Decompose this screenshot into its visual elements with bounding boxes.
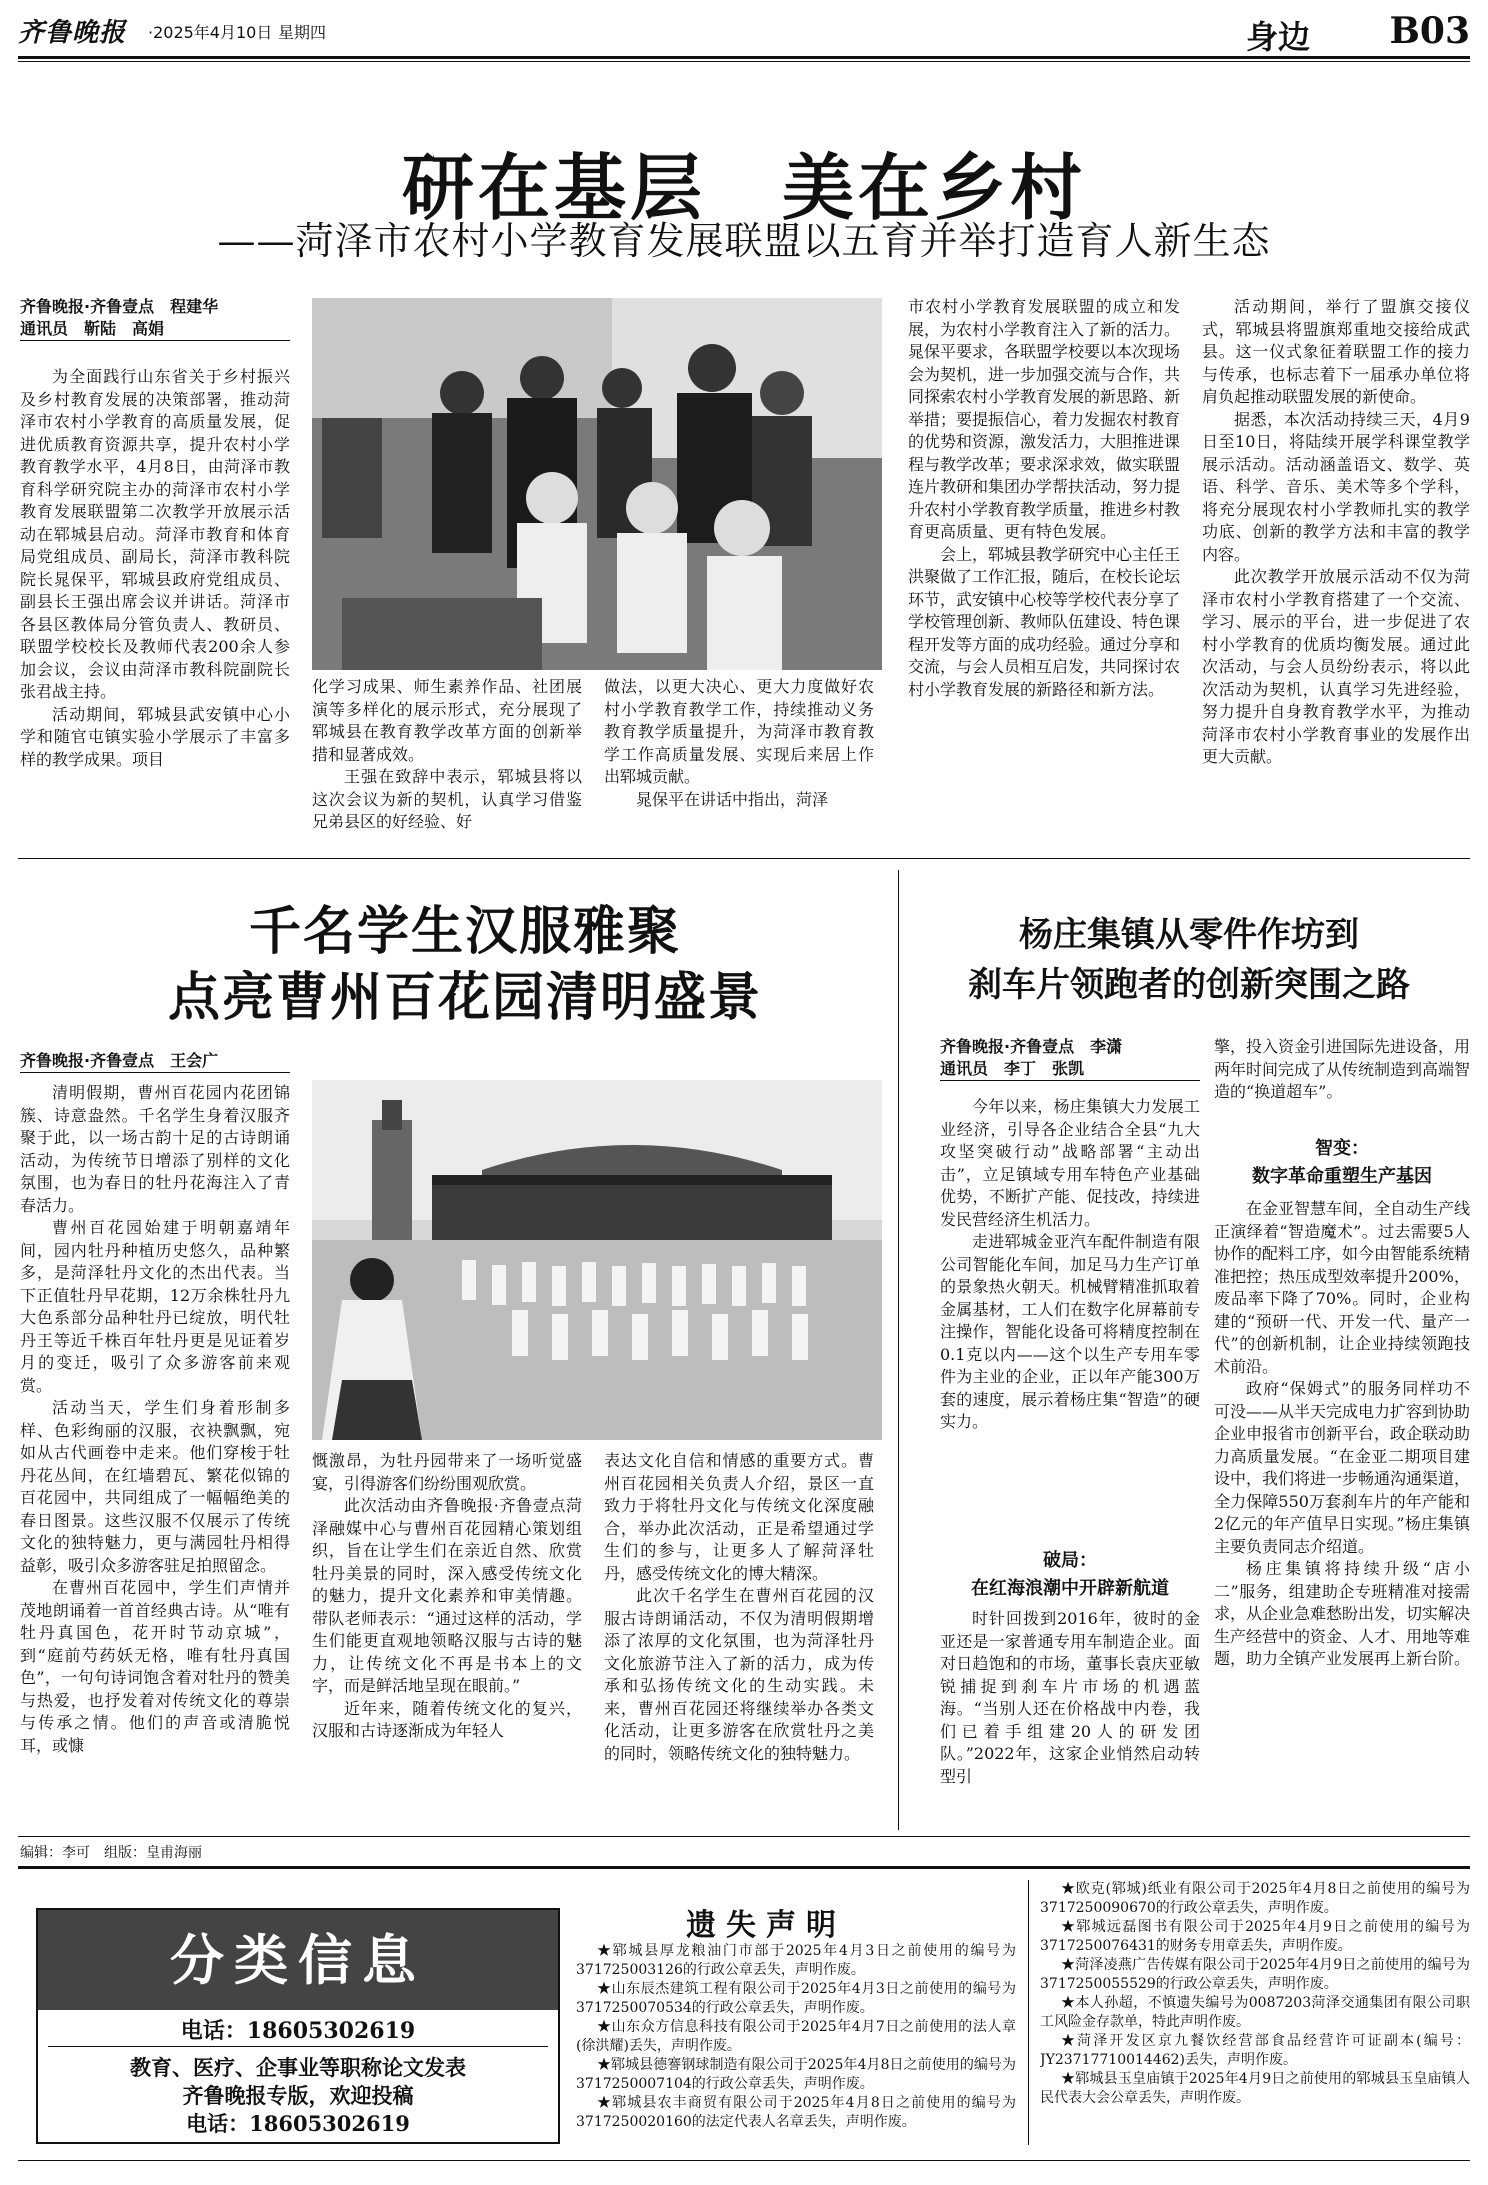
story1-column-4 [908, 296, 1180, 836]
paragraph: 近年来，随着传统文化的复兴，汉服和古诗逐渐成为年轻人 [312, 1698, 582, 1740]
paragraph: 走进郓城金亚汽车配件制造有限公司智能化车间，加足马力生产订单的景象热火朝天。机械臂精准抓取着金属基材，工人们在数字化屏幕前专注操作，智能化设备可将精度控制在0.1克以内——这个以生产专用车零件为主业的企业，正以年产能300万套的速度，展示着杨庄集“智造”的硬实力。 [940, 1232, 1200, 1431]
story2-column-2 [312, 1450, 582, 1820]
story3-column-2 [1214, 1036, 1470, 1126]
story3-byline [940, 1036, 1200, 1081]
paragraph: 活动期间，郓城县武安镇中心小学和随官屯镇实验小学展示了丰富多样的教学成果。项目 [20, 704, 290, 769]
classified-line-2: 齐鲁晚报专版，欢迎投稿 [182, 2083, 414, 2108]
paragraph: 此次教学开放展示活动不仅为菏泽市农村小学教育搭建了一个交流、学习、展示的平台，进一步促进了农村小学教育的优质均衡发展。通过此次活动，与会人员纷纷表示，将以此次活动为契机，认真学习先进经验，努力提升自身教育教学水平，为推动菏泽市农村小学教育事业的发展作出更大贡献。 [1202, 567, 1470, 766]
issue-weekday: 星期四 [278, 23, 327, 42]
paragraph: 市农村小学教育发展联盟的成立和发展，为农村小学教育注入了新的活力。晁保平要求，各联盟学校要以本次现场会为契机，进一步加强交流与合作，共同探索农村小学教育发展的新思路、新举措；要提振信心，着力发掘农村教育的优势和资源，激发活力，大胆推进课程与教学改革；要求深求效，做实联盟连片教研和集团办学帮扶活动，努力提升农村小学教育教学质量，推进乡村教育更高质量、更有特色发展。 [908, 297, 1180, 541]
lost-notice: ★郓城县农丰商贸有限公司于2025年4月8日之前使用的编号为3717250020160的法定代表人名章丢失，声明作废。 [576, 2095, 1016, 2130]
lost-notice: ★郓城县德謇钢球制造有限公司于2025年4月8日之前使用的编号为3717250007104的行政公章丢失，声明作废。 [576, 2057, 1016, 2092]
story2-headline-line2: 点亮曹州百花园清明盛景 [167, 967, 762, 1028]
paragraph: 在金亚智慧车间，全自动生产线正演绎着“智造魔术”。过去需要5人协作的配料工序，如今由智能系统精准把控；热压成型效率提升200%，废品率下降了70%。同时，企业构建的“预研一代、开发一代、量产一代”的创新机制，让企业持续领跑技术前沿。 [1214, 1199, 1470, 1376]
paragraph: 表达文化自信和情感的重要方式。曹州百花园相关负责人介绍，景区一直致力于将牡丹文化与传统文化深度融合，举办此次活动，正是希望通过学生们的参与，让更多人了解菏泽牡丹，感受传统文化的博大精深。 [604, 1451, 874, 1583]
story2-headline-line1: 千名学生汉服雅聚 [248, 901, 681, 962]
lost-notice-column-2 [1040, 1880, 1470, 2145]
paragraph: 此次活动由齐鲁晚报·齐鲁壹点菏泽融媒中心与曹州百花园精心策划组织，旨在让学生们在亲近自然、欣赏牡丹美景的同时，深入感受传统文化的魅力，提升文化素养和审美情趣。带队老师表示：“通过这样的活动，学生们能更直观地领略汉服与古诗的魅力，让传统文化不再是书本上的文字，而是鲜活地呈现在眼前。” [312, 1496, 582, 1695]
story1-byline-correspondent: 通讯员 靳陆 高娟 [20, 318, 290, 341]
story3-subhead-2: 数字革命重塑生产基因 [1252, 1166, 1432, 1187]
lost-notice: ★山东辰杰建筑工程有限公司于2025年4月3日之前使用的编号为3717250070534的行政公章丢失，声明作废。 [576, 1981, 1016, 2016]
masthead-rule [18, 56, 1470, 59]
story3-headline-line1: 杨庄集镇从零件作坊到 [1019, 915, 1359, 955]
story1-byline [20, 296, 290, 341]
classified-phone: 电话：18605302619 [180, 2018, 416, 2044]
story3-column-2b [1214, 1198, 1470, 1822]
masthead [18, 10, 1470, 56]
paragraph: 化学习成果、师生素养作品、社团展演等多样化的展示形式，充分展现了郓城县在教育教学改革方面的创新举措和显著成效。 [312, 677, 582, 764]
lost-notice: ★郓城远磊图书有限公司于2025年4月9日之前使用的编号为3717250076431的财务专用章丢失，声明作废。 [1040, 1919, 1470, 1954]
paragraph: 王强在致辞中表示，郓城县将以这次会议为新的契机，认真学习借鉴兄弟县区的好经验、好 [312, 767, 582, 831]
lost-notice: ★菏泽凌燕广告传媒有限公司于2025年4月9日之前使用的编号为3717250055529的行政公章丢失，声明作废。 [1040, 1957, 1470, 1992]
bottom-rule [18, 2160, 1470, 2161]
story1-subheadline: ——菏泽市农村小学教育发展联盟以五育并举打造育人新生态 [217, 219, 1271, 263]
story3-byline-reporter: 齐鲁晚报·齐鲁壹点 李潇 [940, 1037, 1123, 1056]
paragraph: 擎，投入资金引进国际先进设备，用两年时间完成了从传统制造到高端智造的“换道超车”。 [1214, 1037, 1470, 1101]
lost-notice: ★郓城县玉皇庙镇于2025年4月9日之前使用的郓城县玉皇庙镇人民代表大会公章丢失，声明作废。 [1040, 2071, 1470, 2106]
paragraph: 清明假期，曹州百花园内花团锦簇、诗意盎然。千名学生身着汉服齐聚于此，以一场古韵十足的古诗朗诵活动，为传统节日增添了别样的文化氛围，也为春日的牡丹花海注入了青春活力。 [20, 1083, 290, 1215]
paragraph: 此次千名学生在曹州百花园的汉服古诗朗诵活动，不仅为清明假期增添了浓厚的文化氛围，也为菏泽牡丹文化旅游节注入了新的活力，成为传承和弘扬传统文化的生动实践。未来，曹州百花园还将继续举办各类文化活动，让更多游客在欣赏牡丹之美的同时，领略传统文化的独特魅力。 [604, 1586, 874, 1763]
paragraph: 做法，以更大决心、更大力度做好农村小学教育教学工作，持续推动义务教育教学质量提升，为菏泽市教育教学工作高质量发展、实现后来居上作出郓城贡献。 [604, 677, 874, 786]
story1-column-5 [1202, 296, 1470, 836]
lost-notice-title: 遗失声明 [686, 1908, 846, 1943]
lost-notice: ★郓城县厚龙粮油门市部于2025年4月3日之前使用的编号为371725003126的行政公章丢失，声明作废。 [576, 1943, 1016, 1978]
story2-byline: 齐鲁晚报·齐鲁壹点 王会广 [20, 1050, 290, 1073]
story3-byline-correspondent: 通讯员 李丁 张凯 [940, 1058, 1200, 1081]
paragraph: 在曹州百花园中，学生们声情并茂地朗诵着一首首经典古诗。从“唯有牡丹真国色，花开时节动京城”，到“庭前芍药妖无格，唯有牡丹真国色”，一句句诗词饱含着对牡丹的赞美与热爱，也抒发着对传统文化的尊崇与传承之情。他们的声音或清脆悦耳，或慷 [20, 1578, 290, 1755]
classified-line-1: 教育、医疗、企事业等职称论文发表 [130, 2055, 466, 2080]
paragraph: 活动期间，举行了盟旗交接仪式，郓城县将盟旗郑重地交接给成武县。这一仪式象征着联盟工作的接力与传承，也标志着下一届承办单位将肩负起推动联盟发展的新使命。 [1202, 297, 1470, 406]
paragraph: 慨激昂，为牡丹园带来了一场听觉盛宴，引得游客们纷纷围观欣赏。 [312, 1451, 582, 1493]
story3-headline-line2: 刹车片领跑者的创新突围之路 [968, 965, 1410, 1005]
story1-column-1 [20, 366, 290, 836]
paragraph: 晁保平在讲话中指出，菏泽 [636, 789, 829, 809]
paragraph: 今年以来，杨庄集镇大力发展工业经济，引导各企业结合全县“九大攻坚突破行动”战略部署“主动出击”，立足镇域专用车特色产业基础优势，不断扩产能、促技改，持续进发民营经济生机活力。 [940, 1097, 1200, 1229]
paragraph: 政府“保姆式”的服务同样功不可没——从半天完成电力扩容到协助企业申报省市创新平台，政企联动助力高质量发展。“在金亚二期项目建设中，我们将进一步畅通沟通渠道，全力保障550万套刹车片的年产能和2亿元的年产值早日实现。”杨庄集镇主要负责同志介绍道。 [1214, 1379, 1470, 1556]
classified-ad [36, 1908, 560, 2144]
lost-divider [1028, 1880, 1029, 2145]
section-name: 身边 [1245, 18, 1310, 56]
lost-notice: ★菏泽开发区京九餐饮经营部食品经营许可证副本(编号：JY23717710014462)丢失，声明作废。 [1040, 2033, 1470, 2068]
footer-rule [18, 1836, 1470, 1837]
paragraph: 据悉，本次活动持续三天，4月9日至10日，将陆续开展学科课堂教学展示活动。活动涵盖语文、数学、英语、科学、音乐、美术等多个学科，将充分展现农村小学教师扎实的教学功底、创新的教学方法和丰富的教学内容。 [1202, 409, 1470, 564]
paragraph: 杨庄集镇将持续升级“店小二”服务，组建助企专班精准对接需求，从企业急难愁盼出发，切实解决生产经营中的资金、人才、用地等难题，助力全镇产业发展再上新台阶。 [1214, 1559, 1470, 1668]
story3-subhead-1: 在红海浪潮中开辟新航道 [971, 1578, 1169, 1599]
story2-photo [312, 1080, 882, 1440]
classified-title: 分类信息 [38, 1910, 558, 2010]
classified-divider [48, 2046, 548, 2047]
editors-credit: 编辑：李可 组版：皇甫海丽 [20, 1845, 202, 1861]
classified-phone-2: 电话：18605302619 [186, 2111, 410, 2136]
page-number: B03 [1389, 10, 1470, 52]
story3-subhead-2-label: 智变： [1315, 1138, 1369, 1159]
masthead-rule-thin [18, 61, 1470, 62]
section-divider [18, 858, 1470, 859]
lost-notice: ★山东众方信息科技有限公司于2025年4月7日之前使用的法人章(徐洪耀)丢失，声明作废。 [576, 2019, 1016, 2054]
story2-column-3 [604, 1450, 874, 1820]
column-divider [898, 870, 899, 1830]
classified-rule [18, 1866, 1470, 1869]
story1-byline-reporter: 齐鲁晚报·齐鲁壹点 程建华 [20, 297, 219, 316]
lost-notice: ★本人孙超，不慎遗失编号为0087203菏泽交通集团有限公司职工风险金存款单，特此声明作废。 [1040, 1995, 1470, 2030]
story1-headline: 研在基层 美在乡村 [401, 145, 1086, 230]
story1-column-3 [604, 676, 874, 836]
paragraph: 曹州百花园始建于明朝嘉靖年间，园内牡丹种植历史悠久，品种繁多，是菏泽牡丹文化的杰出代表。当下正值牡丹早花期，12万余株牡丹九大色系部分品种牡丹已绽放，明代牡丹王等近千株百年牡丹更是见证着岁月的变迁，吸引了众多游客前来观赏。 [20, 1218, 290, 1395]
paragraph: 为全面践行山东省关于乡村振兴及乡村教育发展的决策部署，推动菏泽市农村小学教育的高质量发展，促进优质教育资源共享，提升农村小学教育教学水平，4月8日，由菏泽市教育科学研究院主办的菏泽市农村小学教育发展联盟第二次教学开放展示活动在郓城县启动。菏泽市教育和体育局党组成员、副局长，菏泽市教科院院长晁保平，郓城县政府党组成员、副县长王强出席会议并讲话。菏泽市各县区教体局分管负责人、教研员、联盟学校校长及教师代表200余人参加会议，会议由菏泽市教科院副院长张君战主持。 [20, 367, 290, 701]
newspaper-logo: 齐鲁晚报 [18, 18, 127, 48]
issue-date: ·2025年4月10日 [148, 23, 273, 42]
paragraph: 活动当天，学生们身着形制多样、色彩绚丽的汉服，衣袂飘飘，宛如从古代画卷中走来。他们穿梭于牡丹花丛间，在红墙碧瓦、繁花似锦的百花园中，共同组成了一幅幅绝美的春日图景。这些汉服不仅展示了传统文化的独特魅力，更与满园牡丹相得益彰，吸引众多游客驻足拍照留念。 [20, 1398, 290, 1575]
lost-notice-column-1 [576, 1942, 1016, 2142]
story3-subhead-1-label: 破局： [1043, 1550, 1097, 1571]
paragraph: 时针回拨到2016年，彼时的金亚还是一家普通专用车制造企业。面对日趋饱和的市场，董事长袁庆亚敏锐捕捉到刹车片市场的机遇蓝海。“当别人还在价格战中内卷，我们已着手组建20人的研发团队。”2022年，这家企业悄然启动转型引 [940, 1609, 1200, 1786]
story1-column-2 [312, 676, 582, 836]
story3-column-1 [940, 1096, 1200, 1546]
lost-notice: ★欧克(郓城)纸业有限公司于2025年4月8日之前使用的编号为3717250090670的行政公章丢失，声明作废。 [1040, 1881, 1470, 1916]
story2-column-1 [20, 1082, 290, 1822]
hanfu-recital-photo [312, 1080, 882, 1440]
paragraph: 会上，郓城县教学研究中心主任王洪聚做了工作汇报，随后，在校长论坛环节，武安镇中心校等学校代表分享了学校管理创新、教师队伍建设、特色课程开发等方面的成功经验。通过分享和交流，与会人员相互启发，共同探讨农村小学教育发展的新路径和新方法。 [908, 544, 1180, 699]
school-visit-photo [312, 298, 882, 670]
story3-column-1b [940, 1608, 1200, 1822]
story1-photo [312, 298, 882, 670]
